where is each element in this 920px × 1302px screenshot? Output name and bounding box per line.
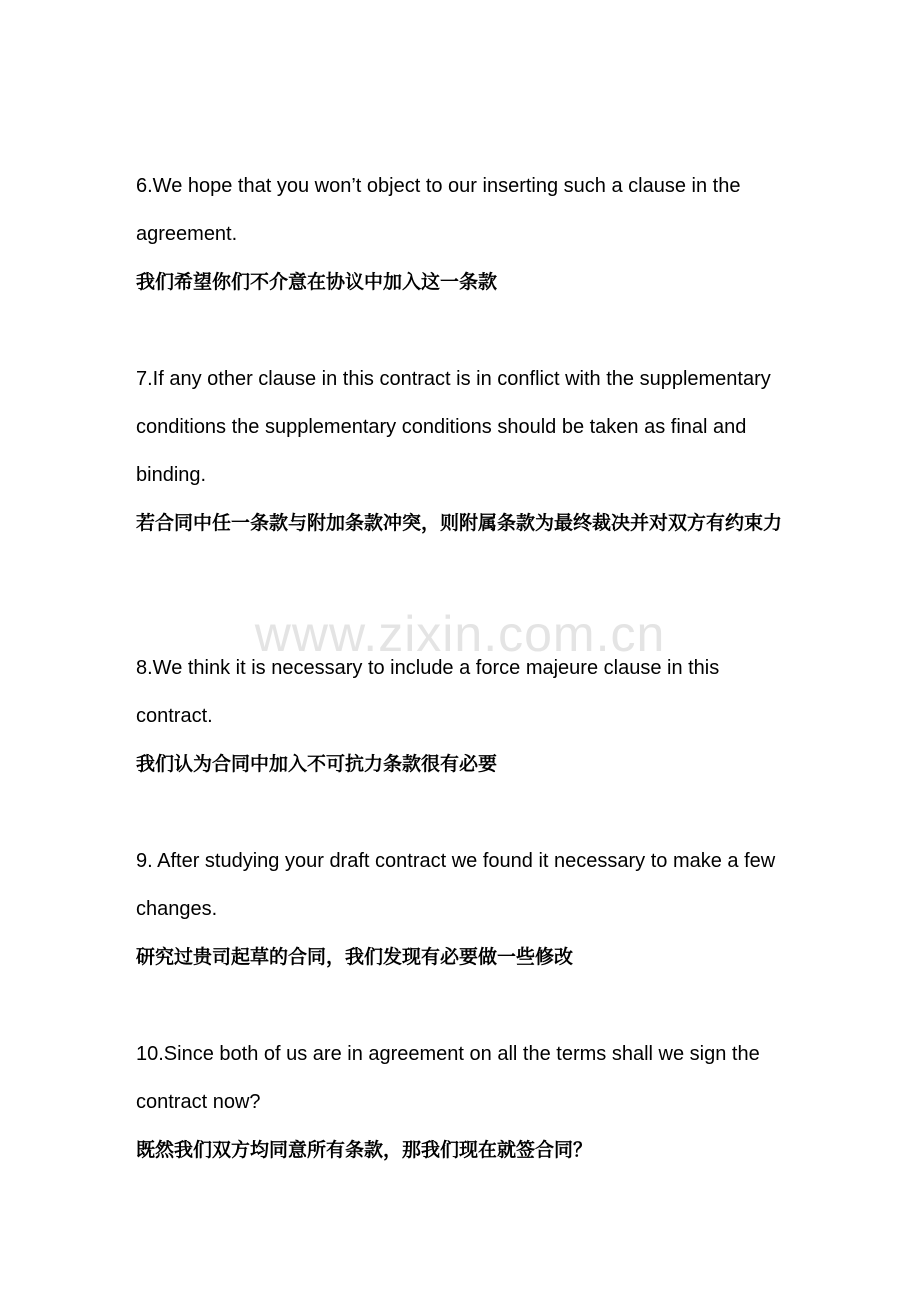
chinese-translation: 我们希望你们不介意在协议中加入这一条款 bbox=[136, 271, 498, 293]
sentence-item-6 bbox=[136, 162, 786, 306]
watermark: www.zixin.com.cn bbox=[254, 606, 666, 662]
english-sentence: 8.We think it is necessary to include a force majeure clause in this contract. bbox=[136, 657, 720, 727]
english-sentence: 9. After studying your draft contract we found it necessary to make a few changes. bbox=[136, 850, 776, 920]
english-sentence: 6.We hope that you won’t object to our inserting such a clause in the agreement. bbox=[136, 175, 741, 245]
sentence-item-7 bbox=[136, 355, 786, 547]
chinese-translation: 研究过贵司起草的合同，我们发现有必要做一些修改 bbox=[136, 946, 574, 968]
chinese-translation: 既然我们双方均同意所有条款，那我们现在就签合同？ bbox=[136, 1139, 593, 1161]
chinese-translation: 若合同中任一条款与附加条款冲突，则附属条款为最终裁决并对双方有约束力 bbox=[136, 512, 783, 534]
english-sentence: 10.Since both of us are in agreement on all the terms shall we sign the contract now? bbox=[136, 1043, 760, 1113]
chinese-translation: 我们认为合同中加入不可抗力条款很有必要 bbox=[136, 753, 498, 775]
sentence-item-8 bbox=[136, 644, 786, 788]
english-sentence: 7.If any other clause in this contract is in conflict with the supplementary conditions the supplementary conditions should be taken as final and binding. bbox=[136, 368, 771, 486]
sentence-item-9 bbox=[136, 837, 786, 981]
sentence-item-10 bbox=[136, 1030, 786, 1174]
